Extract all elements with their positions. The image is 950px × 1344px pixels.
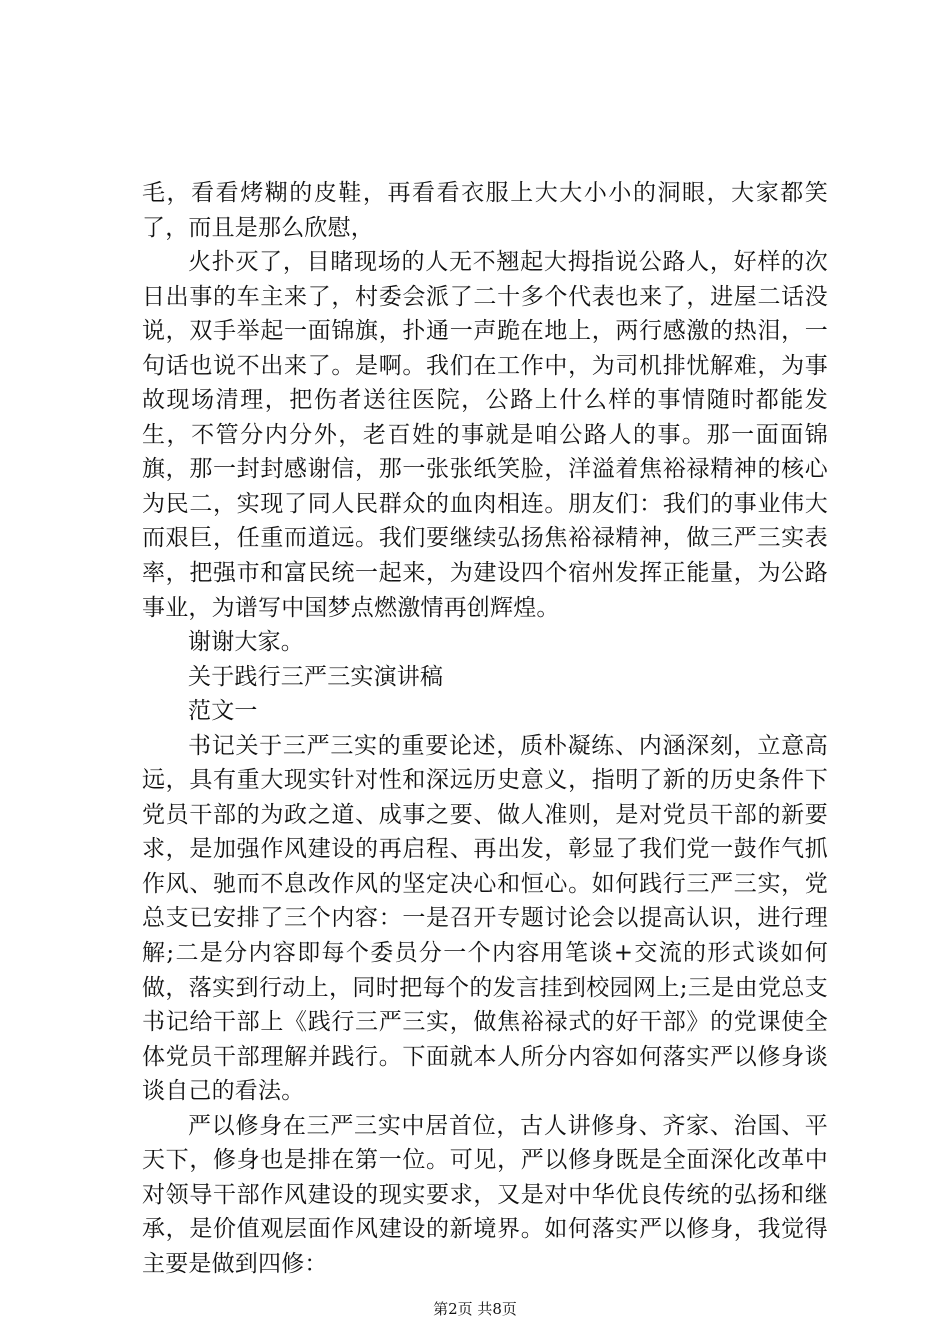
document-body [142,176,828,1282]
page-number-footer: 第2页 共8页 [433,1300,517,1318]
section-subtitle: 范文一 [188,698,258,725]
paragraph-thanks: 谢谢大家。 [188,629,304,656]
paragraph-self-cultivation: 严以修身在三严三实中居首位，古人讲修身、齐家、治国、平天下，修身也是排在第一位。可见，严以修身既是全面深化改革中对领导干部作风建设的现实要求，又是对中华优良传统的弘扬和继承，是价值观层面作风建设的新境界。如何落实严以修身，我觉得主要是做到四修： [142,1112,828,1277]
paragraph-continuation: 毛，看看烤糊的皮鞋，再看看衣服上大大小小的洞眼，大家都笑了，而且是那么欣慰， [142,180,828,241]
section-title: 关于践行三严三实演讲稿 [188,663,444,690]
paragraph-secretary-remarks: 书记关于三严三实的重要论述，质朴凝练、内涵深刻，立意高远，具有重大现实针对性和深远历史意义，指明了新的历史条件下党员干部的为政之道、成事之要、做人准则，是对党员干部的新要求，是加强作风建设的再启程、再出发，彰显了我们党一鼓作气抓作风、驰而不息改作风的坚定决心和恒心。如何践行三严三实，党总支已安排了三个内容：一是召开专题讨论会以提高认识，进行理解;二是分内容即每个委员分一个内容用笔谈+交流的形式谈如何做，落实到行动上，同时把每个的发言挂到校园网上;三是由党总支书记给干部上《践行三严三实，做焦裕禄式的好干部》的党课使全体党员干部理解并践行。下面就本人所分内容如何落实严以修身谈谈自己的看法。 [142,732,828,1105]
paragraph-fire-story: 火扑灭了，目睹现场的人无不翘起大拇指说公路人，好样的次日出事的车主来了，村委会派了二十多个代表也来了，进屋二话没说，双手举起一面锦旗，扑通一声跪在地上，两行感激的热泪，一句话也说不出来了。是啊。我们在工作中，为司机排忧解难，为事故现场清理，把伤者送往医院，公路上什么样的事情随时都能发生，不管分内分外，老百姓的事就是咱公路人的事。那一面面锦旗，那一封封感谢信，那一张张纸笑脸，洋溢着焦裕禄精神的核心为民二，实现了同人民群众的血肉相连。朋友们：我们的事业伟大而艰巨，任重而道远。我们要继续弘扬焦裕禄精神，做三严三实表率，把强市和富民统一起来，为建设四个宿州发挥正能量，为公路事业，为谱写中国梦点燃激情再创辉煌。 [142,249,828,621]
